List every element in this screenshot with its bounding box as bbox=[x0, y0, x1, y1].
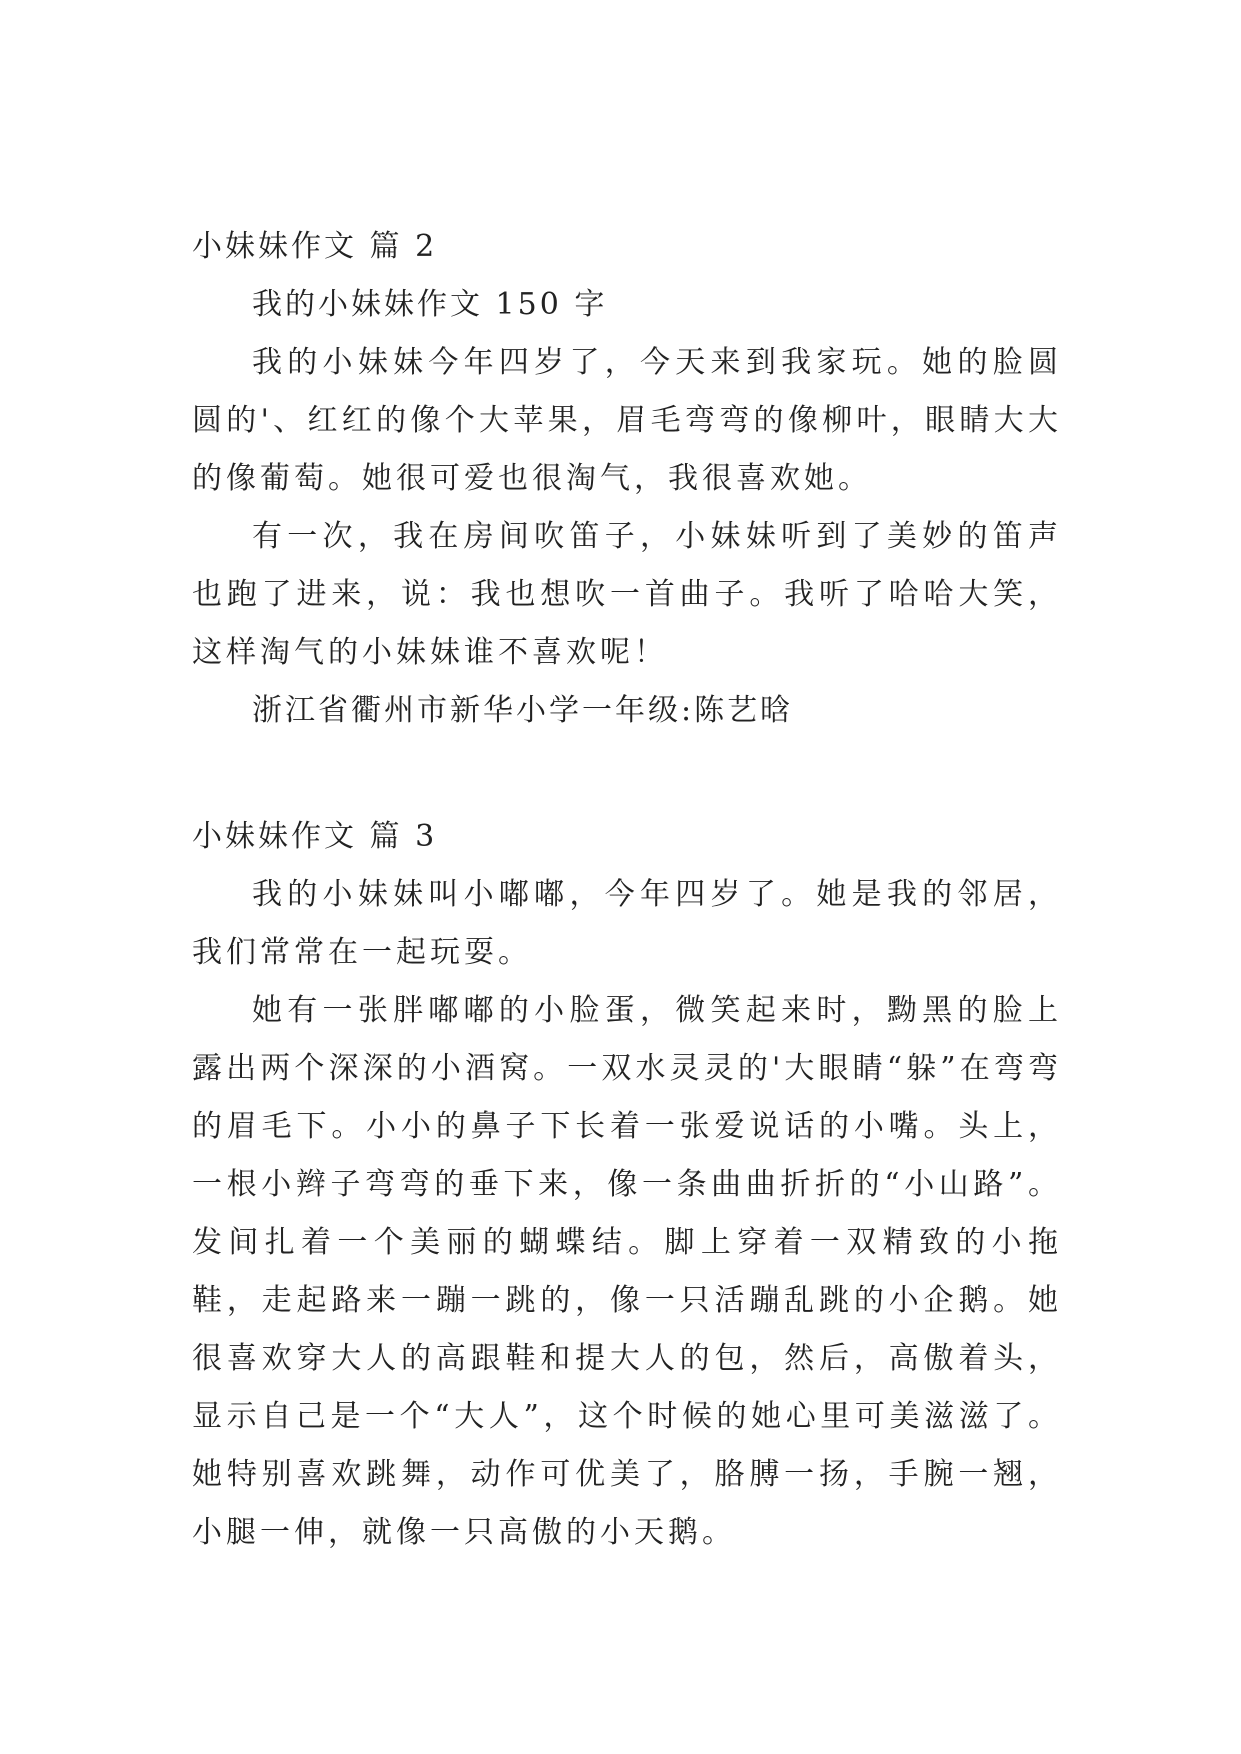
essay-section-3 bbox=[192, 808, 1062, 1562]
essay-section-2 bbox=[192, 218, 1062, 740]
section-heading: 小妹妹作文 篇 2 bbox=[192, 229, 438, 264]
paragraph: 有一次，我在房间吹笛子，小妹妹听到了美妙的笛声也跑了进来，说：我也想吹一首曲子。我听了哈哈大笑，这样淘气的小妹妹谁不喜欢呢！ bbox=[192, 519, 1062, 670]
paragraph: 我的小妹妹叫小嘟嘟，今年四岁了。她是我的邻居，我们常常在一起玩耍。 bbox=[192, 877, 1062, 970]
section-heading: 小妹妹作文 篇 3 bbox=[192, 819, 438, 854]
essay-subtitle: 我的小妹妹作文 150 字 bbox=[252, 287, 608, 322]
author-signature: 浙江省衢州市新华小学一年级:陈艺晗 bbox=[252, 693, 794, 728]
paragraph: 她有一张胖嘟嘟的小脸蛋，微笑起来时，黝黑的脸上露出两个深深的小酒窝。一双水灵灵的'大眼睛“躲”在弯弯的眉毛下。小小的鼻子下长着一张爱说话的小嘴。头上，一根小辫子弯弯的垂下来，像一条曲曲折折的“小山路”。发间扎着一个美丽的蝴蝶结。脚上穿着一双精致的小拖鞋，走起路来一蹦一跳的，像一只活蹦乱跳的小企鹅。她很喜欢穿大人的高跟鞋和提大人的包，然后，高傲着头，显示自己是一个“大人”，这个时候的她心里可美滋滋了。她特别喜欢跳舞，动作可优美了，胳膊一扬，手腕一翘，小腿一伸，就像一只高傲的小天鹅。 bbox=[192, 993, 1062, 1550]
paragraph: 我的小妹妹今年四岁了，今天来到我家玩。她的脸圆圆的'、红红的像个大苹果，眉毛弯弯的像柳叶，眼睛大大的像葡萄。她很可爱也很淘气，我很喜欢她。 bbox=[192, 345, 1062, 496]
